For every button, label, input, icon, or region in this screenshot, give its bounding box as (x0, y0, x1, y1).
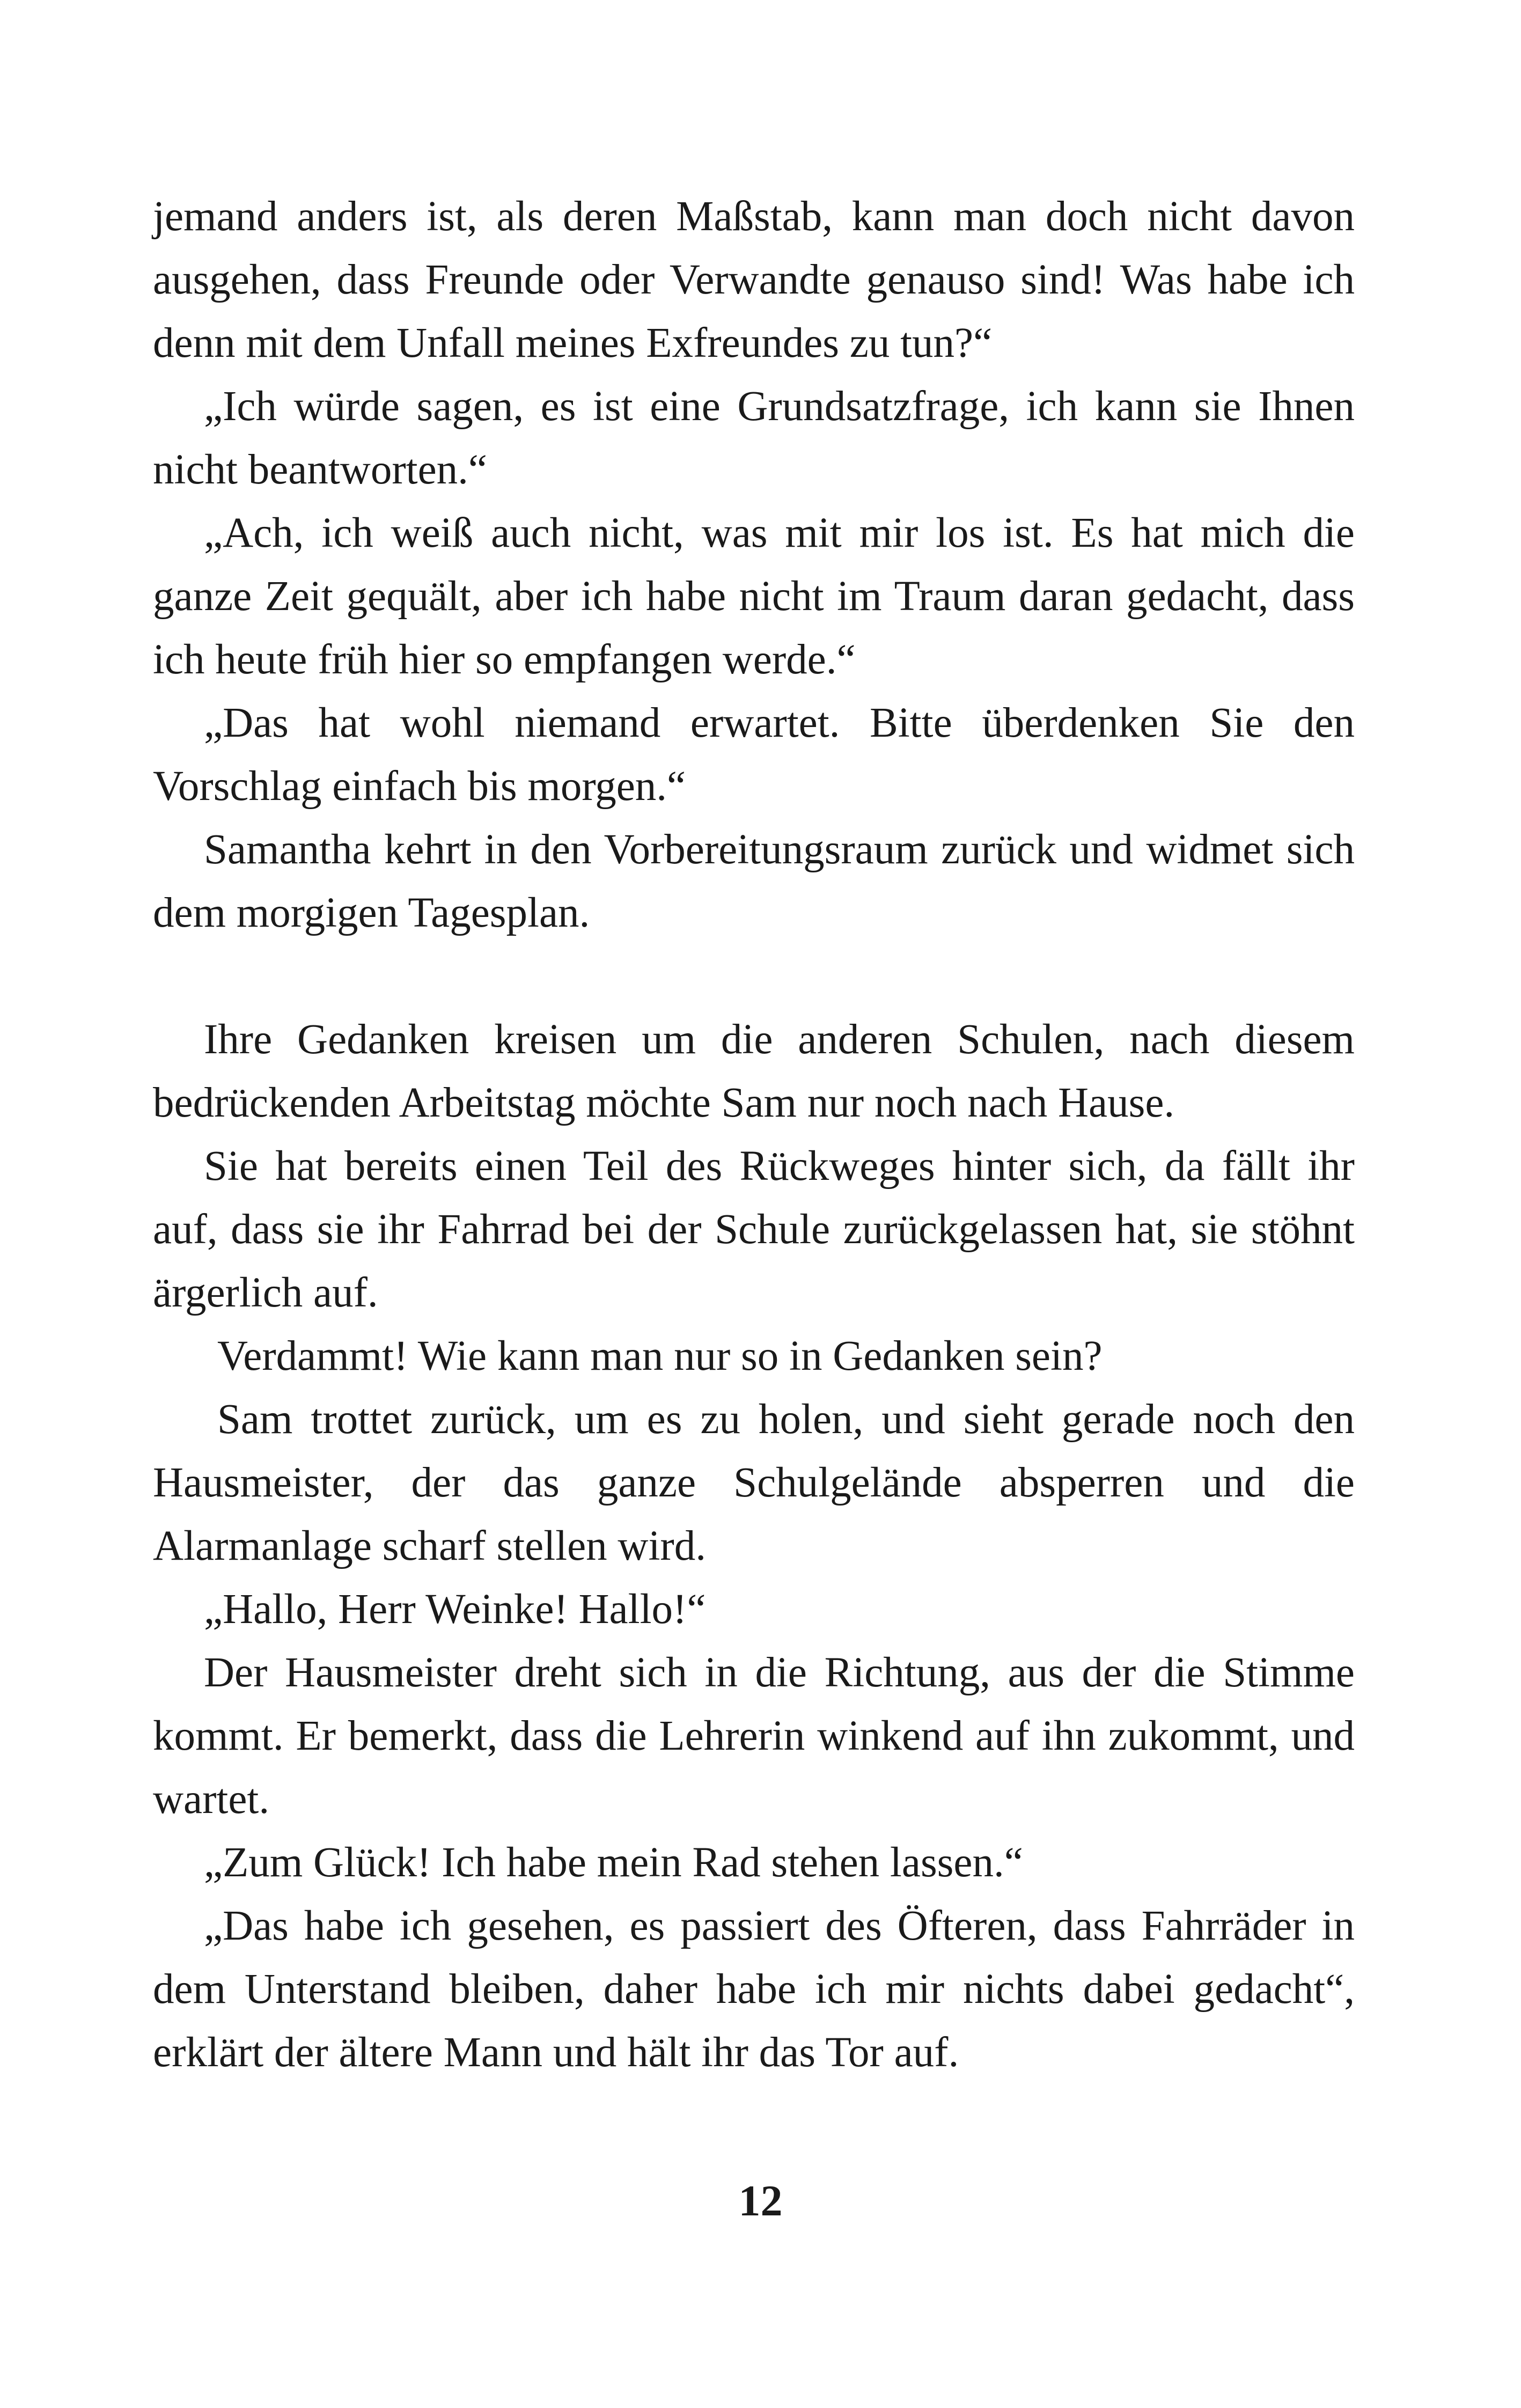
paragraph-continuation: jemand anders ist, als deren Maßstab, kann man doch nicht davon ausgehen, dass Freunde oder Verwandte genauso sind! Was habe ich denn mit dem Unfall meines Exfreundes zu tun?“ (153, 193, 1355, 366)
section-break (153, 945, 1355, 1008)
paragraph-dialogue: „Zum Glück! Ich habe mein Rad stehen lassen.“ (204, 1839, 1023, 1886)
page-number: 12 (738, 2176, 783, 2225)
paragraph-narration: Ihre Gedanken kreisen um die anderen Schulen, nach diesem bedrückenden Arbeitstag möchte Sam nur noch nach Hause. (153, 1016, 1355, 1126)
body-text (153, 185, 1355, 2084)
paragraph-dialogue: „Ach, ich weiß auch nicht, was mit mir los ist. Es hat mich die ganze Zeit gequält, aber ich habe nicht im Traum daran gedacht, dass ich heute früh hier so empfangen werde.“ (153, 510, 1355, 683)
paragraph-dialogue: „Das habe ich gesehen, es passiert des Öfteren, dass Fahrräder in dem Unterstand bleiben, daher habe ich mir nichts dabei gedacht“, erklärt der ältere Mann und hält ihr das Tor auf. (153, 1903, 1355, 2076)
paragraph-narration: Sie hat bereits einen Teil des Rückweges hinter sich, da fällt ihr auf, dass sie ihr Fahrrad bei der Schule zurückgelassen hat, sie stöhnt ärgerlich auf. (153, 1143, 1355, 1316)
paragraph-thought: Verdammt! Wie kann man nur so in Gedanken sein? (217, 1333, 1103, 1379)
paragraph-dialogue: „Hallo, Herr Weinke! Hallo!“ (204, 1586, 706, 1633)
paragraph-dialogue: „Das hat wohl niemand erwartet. Bitte überdenken Sie den Vorschlag einfach bis morgen.“ (153, 700, 1355, 810)
paragraph-narration: Sam trottet zurück, um es zu holen, und sieht gerade noch den Hausmeister, der das ganze Schulgelände absperren und die Alarmanlage scharf stellen wird. (153, 1396, 1355, 1569)
paragraph-narration: Samantha kehrt in den Vorbereitungsraum zurück und widmet sich dem morgigen Tagesplan. (153, 826, 1355, 936)
paragraph-narration: Der Hausmeister dreht sich in die Richtung, aus der die Stimme kommt. Er bemerkt, dass die Lehrerin winkend auf ihn zukommt, und wartet. (153, 1649, 1355, 1823)
paragraph-dialogue: „Ich würde sagen, es ist eine Grundsatzfrage, ich kann sie Ihnen nicht beantworten.“ (153, 383, 1355, 493)
